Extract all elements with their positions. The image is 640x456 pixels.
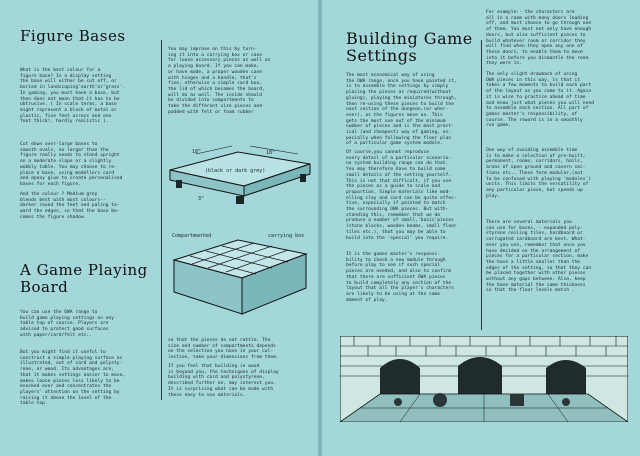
game-board-paragraph-1: You can use the OWA range to build game playing settings on any table top of course. Players are advised to protect good surfaces with paper/card/felt etc.. [20, 310, 115, 338]
board-dimension-right: 18" [266, 150, 276, 156]
column-divider-right [481, 40, 482, 330]
compartmented-label: Compartmented [172, 233, 212, 239]
game-board-title: A Game Playing Board [20, 261, 148, 296]
figure-bases-paragraph-1: What is the best colour for a figure base? In a display setting the base will either be cut off, or buried in landscaping'earth'or'grass'. In gaming, you must have a base, but then does not mean that it has to be obtrusive. ( In scale terms, a base might represent a block of metal or plastic, five feet across and one foot thick!, hardly realistic ). [20, 68, 126, 125]
carrying-box-illustration [168, 226, 316, 326]
figure-bases-paragraph-2: Cut down over-large bases to smooth ovals, no larger than the figure really needs to stand upright on a moderate slope or a slightly wobbly table. You may choose to re- place a base, using modellers card and epoxy glue to create personalised bases for each figure. [20, 142, 123, 187]
carrying-box-label: carrying box [268, 233, 305, 239]
settings-paragraph-5: The only slight drawback of using OWA pieces in this way, is that it takes a few moments to build each part of the layout as you come to it. Again it is wise to practice ahead of time and know just what pieces you will need to assemble each section. All part of games master's responsibility, of course. The reward is in a smoothly run game. [486, 72, 594, 129]
box-paragraph-1: You may improve on this by turn- ing it into a carrying box or case for loose accessory pieces as well as a playing board. If you can make, or have made, a proper wooden case with hinges and a handle, that's fine, otherwise a simple card box, the lid of which becomes the board, will do as well. The inside should be divided into compartments to take the different size pieces and padded with felt or foam rubber [168, 47, 271, 115]
settings-paragraph-1: The most economical way of using the OWA range, once you have painted it, is to assemble the settings by simply placing the pieces as required(without gluing), playing the miniatures through, then re-using these pieces to build the next section of the dungeon,(or wher- ever), as the figures move on. This gets the most use out of the minimum number of pieces and is the most pract- ical (and cheapest) way of gaming, es- pecially when following the floor plan of a particular game system module. [346, 73, 457, 147]
settings-paragraph-3: It is the games master's responsi- bility to check a new module through before play to see if such special pieces are needed, and also to confirm that there are sufficient OWA pieces to build completely any section of the layout that all the player's characters are likely to be using at the same moment of play. [346, 252, 454, 303]
settings-paragraph-6: One way of avoiding assemble time is to make a selection of pre-built, permanent, rooms, corridors, halls, areas of open ground and cavern sec- tions etc.. These form modular,(not to be confused with playing 'modules') units. This limits the versatility of any particular piece, but speeds up play. [486, 148, 592, 199]
building-settings-title-line-2: Settings [346, 46, 418, 65]
board-height: 3" [198, 196, 205, 202]
box-paragraph-3: If you feel that building in wood is beyond you, the techniques of display building with card and polystyrene, described further on, may interest you. It is surprising what can be made with these easy to use materials. [168, 364, 279, 398]
game-board-paragraph-2: But you might find it useful to construct a simple playing surface as illustrated, out of card and polysty- rene, or wood. Its advantages are, that it makes settings easier to move, makes loose pieces less likely to be knocked over and concentrates the players' attention on the setting by raising it above the level of the table top. [20, 350, 126, 407]
figure-bases-paragraph-3: And the colour ? Medium grey blends best with most colours-- darker round the feet and paling to- ward the edges, so that the base be- comes the figure shadow. [20, 192, 120, 220]
column-divider [161, 40, 162, 400]
left-page [0, 0, 318, 456]
box-paragraph-2: so that the pieces do not rattle. The size and number of compartments depends on the selection you have in your col- lection, take your dimensions from them. [168, 338, 279, 361]
settings-paragraph-4: For example:- the characters are all in a room with many doors leading off, and must choose to go through one of them. You must not only have enough doors, but also sufficient pieces to build whatever room or corridor they will find when they open any one of these doors, to enable them to move into it before you dismantle the room they were in. [486, 10, 592, 67]
settings-paragraph-2: Of course,you cannot reproduce every detail of a particular scenario- no system building range can do that. You may therefore have to build some small details of the setting yourself. This is not that difficult, if you use the pieces as a guide to scale and proportion. Simple materials like mod- elling clay and card can be quite effec- tive, especially if painted to match the surrounding OWA pieces. But with- standing this, remember that we do produce a number of small,'basic'pieces (stone blocks, wooden beams, small floor tiles etc.), that you may be able to build into the 'special' you require. [346, 150, 457, 241]
right-page [322, 0, 640, 456]
board-dimension-left: 18" [192, 149, 202, 155]
building-settings-title [346, 30, 473, 64]
dungeon-scene-illustration [340, 336, 628, 422]
board-colour-label: (black or dark grey) [205, 168, 266, 174]
figure-bases-title: Figure Bases [20, 27, 126, 45]
building-settings-title-line-1: Building Game [346, 29, 473, 48]
game-board-illustration [166, 142, 316, 214]
settings-paragraph-7: There are several materials you can use for bases, - expanded poly- styrene ceiling tiles, hardboard or corrugated cardboard are best. What- ever you use, remember that once you have decided on the arrangement of pieces for a particular section, make the base a little smaller than the edges of the setting, so that they can be placed together with other pieces without any gaps between. Also, keep the base material the same thickness so that the floor levels match . [486, 220, 592, 294]
